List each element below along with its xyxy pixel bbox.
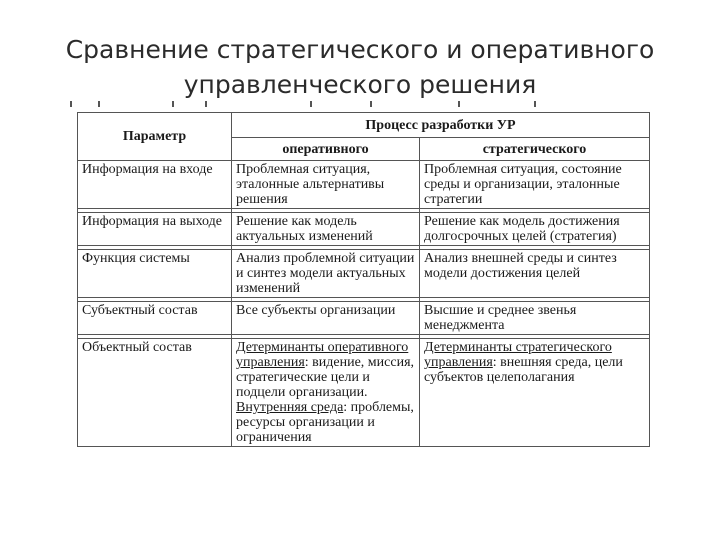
table-row [78,339,650,447]
table-row [78,213,650,246]
slide-title-line-2: управленческого решения [183,70,537,99]
header-operational: оперативного [232,138,420,161]
slide-title [0,32,720,102]
scan-artifact-marks [70,101,540,107]
cell-operational: Проблемная ситуация, эталонные альтернативы решения [232,161,420,209]
cell-strategic [420,339,650,447]
header-process: Процесс разработки УР [232,113,650,138]
cell-strategic: Решение как модель достижения долгосрочных целей (стратегия) [420,213,650,246]
operational-determinants-term: Детерминанты оперативного управления [236,340,409,370]
strategic-determinants-text: : внешняя среда, цели субъектов целеполагания [424,355,623,385]
internal-environment-text: : проблемы, ресурсы организации и ограничения [236,400,414,445]
strategic-determinants-term: Детерминанты стратегического управления [424,340,612,370]
table-row [78,302,650,335]
cell-operational: Анализ проблемной ситуации и синтез модели актуальных изменений [232,250,420,298]
cell-strategic: Высшие и среднее звенья менеджмента [420,302,650,335]
cell-operational: Решение как модель актуальных изменений [232,213,420,246]
cell-operational: Все субъекты организации [232,302,420,335]
cell-param: Информация на выходе [78,213,232,246]
header-parameter: Параметр [78,113,232,161]
table-row [78,250,650,298]
table-row [78,161,650,209]
cell-param: Субъектный состав [78,302,232,335]
cell-param: Функция системы [78,250,232,298]
cell-operational [232,339,420,447]
header-strategic: стратегического [420,138,650,161]
cell-param: Информация на входе [78,161,232,209]
operational-determinants-text: : видение, миссия, стратегические цели и подцели организации. [236,355,415,400]
slide-title-line-1: Сравнение стратегического и оперативного [65,35,655,64]
cell-strategic: Анализ внешней среды и синтез модели достижения целей [420,250,650,298]
cell-strategic: Проблемная ситуация, состояние среды и организации, эталонные стратегии [420,161,650,209]
comparison-table [77,112,650,447]
cell-param: Объектный состав [78,339,232,447]
internal-environment-term: Внутренняя среда [236,400,344,415]
